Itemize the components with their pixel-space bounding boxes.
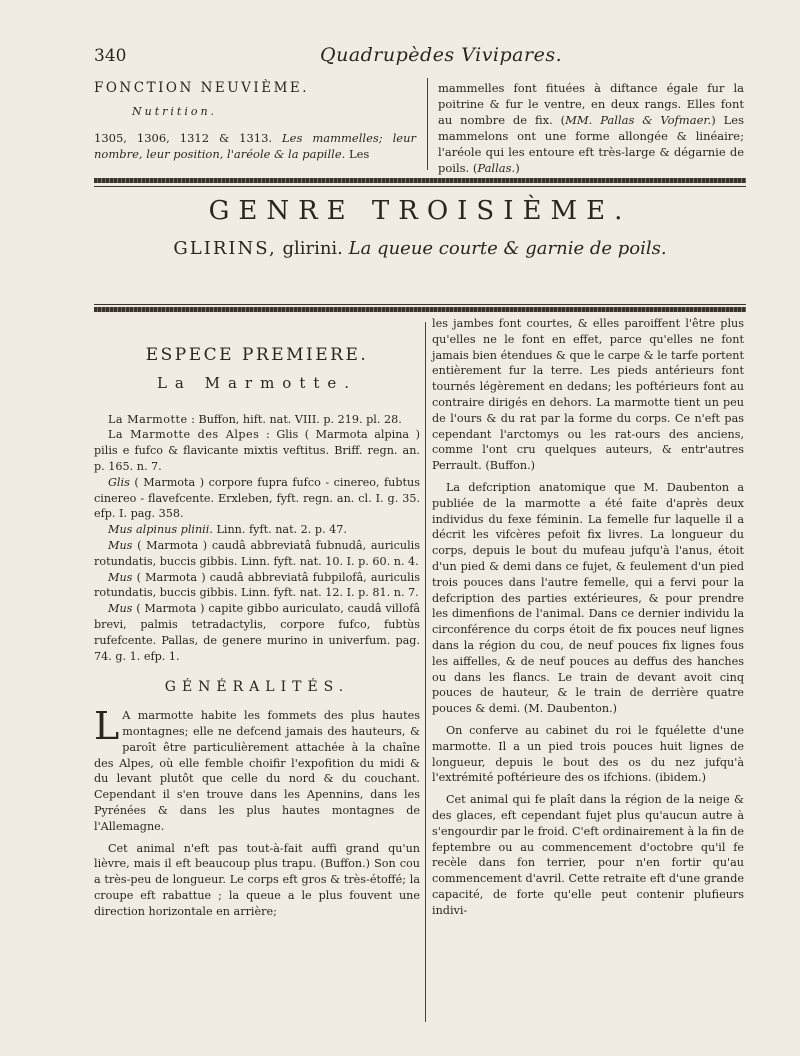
espece-heading: ESPECE PREMIERE.: [145, 345, 369, 365]
synonym-text: Linn. fyft. nat. 2. p. 47.: [216, 523, 347, 537]
thin-rule-top: [94, 186, 746, 187]
paragraph: Cet animal n'eft pas tout-à-fait auffi grand qu'un lièvre, mais il eft beaucoup plus trapu. (Buffon.) Son cou a très-peu de longueur. Le corps eft gros & très-étoffé; la croupe eft rabattue ; la queue a le plus fouvent une direction horizontale en arrière;: [94, 841, 420, 918]
fonction-heading: FONCTION NEUVIÈME.: [94, 80, 310, 96]
left-body: [94, 704, 420, 919]
top-left-column: [94, 80, 416, 162]
synonym-entry: [94, 601, 420, 664]
synonym-label: Mus: [108, 570, 133, 584]
synonym-entry: [94, 538, 420, 570]
synonym-label: Mus: [108, 538, 133, 552]
synonym-text: ( Marmota ) capite gibbo auriculato, caudâ villofâ brevi, palmis tetradactylis, corpore fufco, fubtùs rufefcente. Pallas, de genere murino in univerfum. pag. 74. g. 1. efp. 1.: [94, 602, 421, 663]
top-left-paragraph: [94, 130, 416, 162]
genre-name-line: [94, 238, 746, 259]
species-name: La Marmotte.: [156, 373, 358, 392]
right-column: [432, 316, 744, 924]
thin-rule-bottom: [94, 304, 746, 305]
synonymy-list: [94, 412, 420, 665]
ornament-rule-top: [94, 178, 746, 183]
paragraph-numbers: 1305, 1306, 1312 & 1313.: [94, 131, 273, 145]
reference-italic: MM. Pallas & Vofmaer.: [565, 113, 712, 127]
synonym-text: : Glis ( Marmota alpina ) pilis e fufco & flavicante mixtis veftitus. Briff. regn. an. p. 165. n. 7.: [94, 428, 421, 473]
paragraph: [94, 704, 420, 834]
synonym-entry: [94, 427, 420, 474]
top-right-column: [438, 80, 744, 176]
synonym-label: La Marmotte des Alpes: [108, 428, 260, 442]
paragraph-italic: Les mammelles; leur nombre, leur position, l'aréole & la papille.: [94, 131, 416, 161]
paragraph: La defcription anatomique que M. Daubenton a publiée de la marmotte a été faite d'après deux individus du fexe féminin. La femelle fur laquelle il a décrit les vifcères pefoit fix livres. La longueur du corps, depuis le bout du mufeau jufqu'à l'anus, étoit d'un pied & demi dans ce fujet, & feulement d'un pied trois pouces dans l'autre femelle, qui a fervi pour la defcription des parties extérieures, & pour prendre les dimenfions de l'animal. Dans ce dernier individu la circonférence du corps étoit de fix pouces neuf lignes dans la région du cou, de neuf pouces fix lignes fous les aiffelles, & de neuf pouces au deffus des hanches ou dans les flancs. Le train de devant avoit cinq pouces de hauteur, & le train de derrière quatre pouces & demi. (M. Daubenton.): [432, 480, 744, 716]
top-column-divider: [427, 78, 428, 170]
synonym-label: Glis: [108, 475, 130, 489]
synonym-entry: [94, 412, 420, 428]
synonym-label: Mus alpinus plinii.: [108, 523, 213, 537]
page-number: 340: [94, 46, 127, 66]
paragraph-tail: Les: [348, 147, 370, 161]
reference-italic: Pallas.: [477, 161, 516, 175]
running-title: Quadrupèdes Vivipares.: [320, 44, 563, 66]
text-run: ): [515, 161, 520, 175]
text-run: mammelles font fituées à diftance égale fur la poitrine & fur le ventre, en deux rangs. Elles font au nombre de fix. (: [438, 81, 744, 127]
synonym-label: Mus: [108, 602, 133, 616]
synonym-text: ( Marmota ) caudâ abbreviatâ fubpilofâ, auriculis rotundatis, buccis gibbis. Linn. fyft. nat. 12. I. p. 81. n. 7.: [94, 570, 420, 600]
synonym-label: La Marmotte: [108, 412, 188, 426]
paragraph-text: A marmotte habite les fommets des plus hautes montagnes; elle ne defcend jamais des hauteurs, & paroît être particulièrement attachée à la chaîne des Alpes, où elle femble choifir l'expofition du midi & du levant plutôt que celle du nord & du couchant. Cependant il s'en trouve dans les Apennins, dans les Pyrénées & dans les plus hautes montagnes de l'Allemagne.: [94, 709, 420, 833]
running-head: [94, 46, 744, 70]
paragraph: Cet animal qui fe plaît dans la région de la neige & des glaces, eft cependant fujet plus qu'aucun autre à s'engourdir par le froid. C'eft ordinairement à la fin de feptembre ou au commencement d'octobre qu'il fe recèle dans fon terrier, pour n'en fortir qu'au commencement d'avril. Cette retraite eft d'une grande capacité, de forte qu'elle peut contenir plufieurs indivi-: [432, 793, 744, 917]
drop-cap: L: [94, 704, 120, 749]
synonym-entry: [94, 570, 420, 602]
genre-name: GLIRINS,: [173, 238, 277, 259]
ornament-rule-bottom: [94, 307, 746, 312]
genre-description: La queue courte & garnie de poils.: [348, 238, 667, 259]
synonym-entry: [94, 522, 420, 538]
synonym-text: ( Marmota ) caudâ abbreviatâ fubnudâ, auriculis rotundatis, buccis gibbis. Linn. fyft. nat. 10. I. p. 60. n. 4.: [94, 538, 420, 568]
paragraph: les jambes font courtes, & elles paroiffent l'être plus qu'elles ne le font en effet, parce qu'elles ne font jamais bien étendues & que le carpe & le tarfe portent entièrement fur la terre. Les pieds antérieurs font tournés légèrement en dedans; les poftérieurs font au contraire dirigés en dehors. La marmotte tient un peu de l'ours & du rat par la forme du corps. Ce n'eft pas cependant l'arctomys ou les rat-ours des anciens, comme l'ont cru quelques auteurs, & entr'autres Perrault. (Buffon.): [432, 317, 744, 473]
left-column: [94, 330, 420, 926]
synonym-entry: [94, 475, 420, 522]
genre-heading: GENRE TROISIÈME.: [208, 196, 632, 226]
synonym-text: ( Marmota ) corpore fupra fufco - cinereo, fubtus cinereo - flavefcente. Erxleben, fyft. regn. an. cl. I. g. 35. efp. I. pag. 358.: [94, 475, 420, 521]
nutrition-subheading: Nutrition.: [132, 105, 218, 118]
synonym-text: : Buffon, hift. nat. VIII. p. 219. pl. 28.: [191, 412, 402, 426]
column-divider: [425, 322, 426, 1022]
generalites-heading: GÉNÉRALITÉS.: [164, 679, 350, 696]
paragraph: On conferve au cabinet du roi le fquélette d'une marmotte. Il a un pied trois pouces huit lignes de longueur, depuis le bout des os du nez jufqu'à l'extrémité poftérieure des os ifchions. (ibidem.): [432, 723, 744, 785]
genre-latin: glirini.: [282, 238, 343, 259]
text-run: ) Les mammelons ont une forme allongée & linéaire; l'aréole qui les entoure eft très-large & dégarnie de poils. (: [438, 113, 744, 175]
